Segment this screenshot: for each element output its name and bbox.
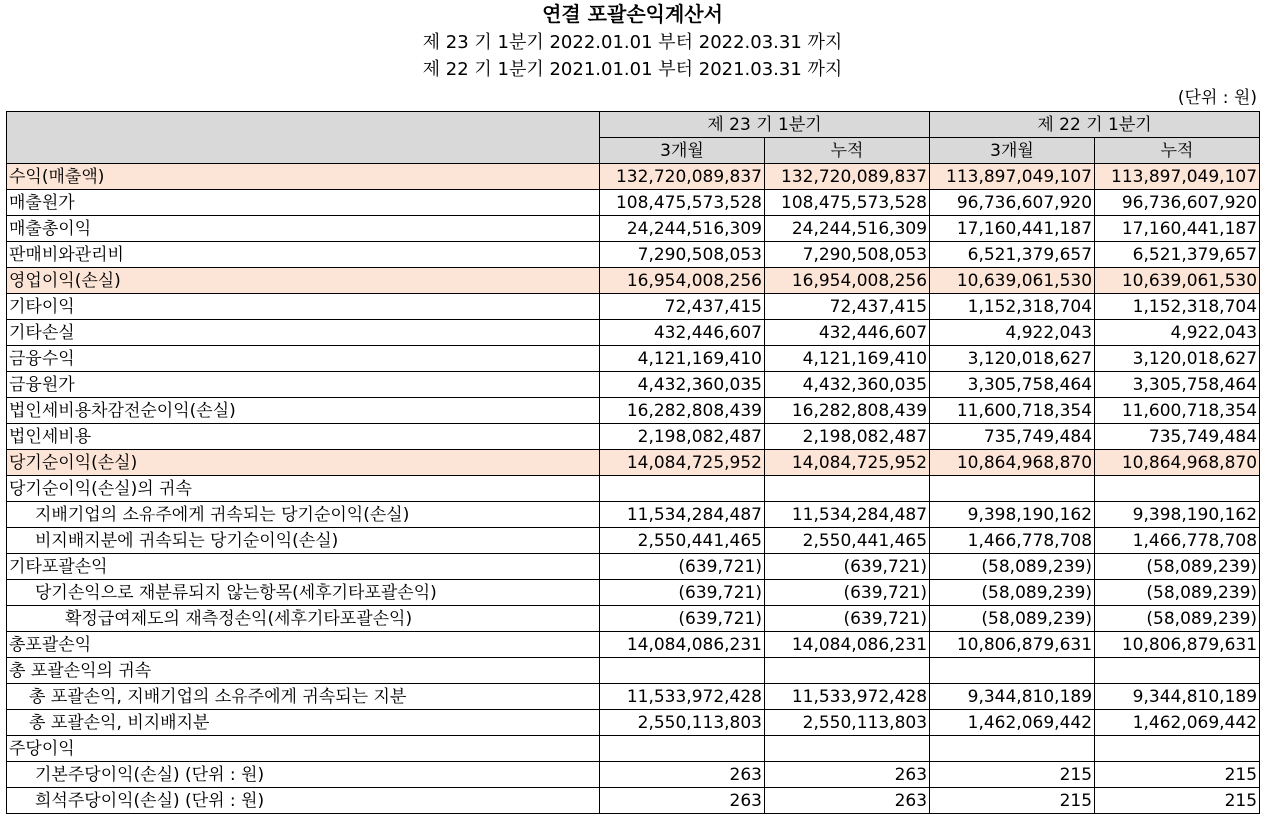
header-corner [7,112,600,164]
cell-value: (58,089,239) [1095,554,1260,580]
cell-value [600,476,765,502]
cell-value: 7,290,508,053 [765,242,930,268]
table-row [7,164,1260,190]
cell-value: 6,521,379,657 [930,242,1095,268]
cell-value: 9,344,810,189 [1095,684,1260,710]
cell-value: 113,897,049,107 [1095,164,1260,190]
cell-value: 132,720,089,837 [765,164,930,190]
cell-value: 263 [765,788,930,814]
cell-value: 4,121,169,410 [765,346,930,372]
period-prior: 제 22 기 1분기 2021.01.01 부터 2021.03.31 까지 [422,59,843,80]
table-row [7,216,1260,242]
table-row [7,398,1260,424]
cell-value: 432,446,607 [600,320,765,346]
cell-value: 14,084,725,952 [765,450,930,476]
cell-value [1095,658,1260,684]
cell-value: 11,600,718,354 [930,398,1095,424]
cell-value: 3,120,018,627 [1095,346,1260,372]
row-label: 금융수익 [7,346,600,372]
cell-value: (639,721) [600,580,765,606]
header-current-3m: 3개월 [600,138,765,164]
cell-value: 96,736,607,920 [930,190,1095,216]
row-label: 수익(매출액) [7,164,600,190]
table-row [7,554,1260,580]
table-row [7,684,1260,710]
cell-value: 9,398,190,162 [930,502,1095,528]
cell-value [1095,476,1260,502]
cell-value [600,736,765,762]
cell-value [1095,736,1260,762]
cell-value: 2,550,113,803 [765,710,930,736]
row-label: 확정급여제도의 재측정손익(세후기타포괄손익) [7,606,600,632]
cell-value: 17,160,441,187 [930,216,1095,242]
cell-value: 96,736,607,920 [1095,190,1260,216]
cell-value: 10,806,879,631 [1095,632,1260,658]
cell-value: 215 [1095,762,1260,788]
cell-value: 1,466,778,708 [1095,528,1260,554]
cell-value: 16,954,008,256 [765,268,930,294]
cell-value: (58,089,239) [930,606,1095,632]
cell-value: 14,084,086,231 [765,632,930,658]
cell-value: 10,864,968,870 [930,450,1095,476]
cell-value: (58,089,239) [1095,580,1260,606]
cell-value: (639,721) [765,580,930,606]
cell-value: 4,922,043 [930,320,1095,346]
row-label: 법인세비용 [7,424,600,450]
cell-value: 9,344,810,189 [930,684,1095,710]
cell-value: 4,922,043 [1095,320,1260,346]
cell-value: 16,954,008,256 [600,268,765,294]
cell-value: 11,534,284,487 [600,502,765,528]
cell-value [600,658,765,684]
header-group-current: 제 23 기 1분기 [600,112,930,138]
cell-value: 735,749,484 [930,424,1095,450]
cell-value: 6,521,379,657 [1095,242,1260,268]
table-row [7,242,1260,268]
row-label: 당기손익으로 재분류되지 않는항목(세후기타포괄손익) [7,580,600,606]
row-label: 총 포괄손익의 귀속 [7,658,600,684]
table-row [7,658,1260,684]
table-row [7,424,1260,450]
row-label: 기타이익 [7,294,600,320]
cell-value: 1,152,318,704 [930,294,1095,320]
cell-value: 3,305,758,464 [930,372,1095,398]
cell-value: (58,089,239) [1095,606,1260,632]
row-label: 매출원가 [7,190,600,216]
row-label: 주당이익 [7,736,600,762]
cell-value: 3,305,758,464 [1095,372,1260,398]
row-label: 기본주당이익(손실) (단위 : 원) [7,762,600,788]
header-current-cum: 누적 [765,138,930,164]
table-row [7,320,1260,346]
table-row [7,450,1260,476]
table-row [7,346,1260,372]
table-row [7,788,1260,814]
cell-value: 432,446,607 [765,320,930,346]
table-row [7,476,1260,502]
cell-value: 10,639,061,530 [1095,268,1260,294]
cell-value: 10,864,968,870 [1095,450,1260,476]
cell-value: 108,475,573,528 [600,190,765,216]
row-label: 매출총이익 [7,216,600,242]
row-label: 기타포괄손익 [7,554,600,580]
cell-value [765,658,930,684]
unit-label: (단위 : 원) [1177,88,1257,108]
cell-value: 14,084,725,952 [600,450,765,476]
cell-value: 9,398,190,162 [1095,502,1260,528]
cell-value [930,476,1095,502]
cell-value: 4,432,360,035 [765,372,930,398]
cell-value: 24,244,516,309 [600,216,765,242]
row-label: 당기순이익(손실) [7,450,600,476]
row-label: 희석주당이익(손실) (단위 : 원) [7,788,600,814]
table-row [7,736,1260,762]
cell-value: 132,720,089,837 [600,164,765,190]
table-row [7,268,1260,294]
cell-value: 2,198,082,487 [765,424,930,450]
cell-value: (58,089,239) [930,554,1095,580]
cell-value: 4,432,360,035 [600,372,765,398]
cell-value: 4,121,169,410 [600,346,765,372]
statement-title: 연결 포괄손익계산서 [542,2,723,26]
row-label: 기타손실 [7,320,600,346]
table-row [7,580,1260,606]
cell-value: 16,282,808,439 [765,398,930,424]
cell-value: 11,533,972,428 [765,684,930,710]
cell-value: 10,806,879,631 [930,632,1095,658]
table-row [7,632,1260,658]
cell-value: 215 [930,762,1095,788]
cell-value: 11,534,284,487 [765,502,930,528]
income-statement-table [6,111,1260,814]
table-row [7,606,1260,632]
row-label: 법인세비용차감전순이익(손실) [7,398,600,424]
cell-value [930,736,1095,762]
cell-value: (58,089,239) [930,580,1095,606]
row-label: 총 포괄손익, 지배기업의 소유주에게 귀속되는 지분 [7,684,600,710]
table-row [7,762,1260,788]
cell-value: 3,120,018,627 [930,346,1095,372]
cell-value [765,476,930,502]
table-row [7,294,1260,320]
header-prior-3m: 3개월 [930,138,1095,164]
header-row-groups [7,112,1260,138]
cell-value: 215 [930,788,1095,814]
header-group-prior: 제 22 기 1분기 [930,112,1260,138]
cell-value: 2,550,441,465 [765,528,930,554]
row-label: 총 포괄손익, 비지배지분 [7,710,600,736]
cell-value: 2,550,441,465 [600,528,765,554]
row-label: 지배기업의 소유주에게 귀속되는 당기순이익(손실) [7,502,600,528]
row-label: 판매비와관리비 [7,242,600,268]
cell-value: (639,721) [765,606,930,632]
table-row [7,190,1260,216]
table-row [7,502,1260,528]
cell-value: 1,462,069,442 [1095,710,1260,736]
cell-value: 14,084,086,231 [600,632,765,658]
cell-value: 1,152,318,704 [1095,294,1260,320]
cell-value: 263 [600,762,765,788]
cell-value: 113,897,049,107 [930,164,1095,190]
cell-value [765,736,930,762]
cell-value: 2,198,082,487 [600,424,765,450]
cell-value: 1,462,069,442 [930,710,1095,736]
cell-value: 10,639,061,530 [930,268,1095,294]
cell-value: 263 [600,788,765,814]
row-label: 비지배지분에 귀속되는 당기순이익(손실) [7,528,600,554]
row-label: 영업이익(손실) [7,268,600,294]
cell-value: (639,721) [765,554,930,580]
table-row [7,528,1260,554]
period-current: 제 23 기 1분기 2022.01.01 부터 2022.03.31 까지 [422,32,843,53]
header-prior-cum: 누적 [1095,138,1260,164]
cell-value: 108,475,573,528 [765,190,930,216]
row-label: 총포괄손익 [7,632,600,658]
cell-value: 24,244,516,309 [765,216,930,242]
cell-value: 11,600,718,354 [1095,398,1260,424]
cell-value: (639,721) [600,606,765,632]
row-label: 금융원가 [7,372,600,398]
row-label: 당기순이익(손실)의 귀속 [7,476,600,502]
table-row [7,710,1260,736]
table-row [7,372,1260,398]
cell-value: 72,437,415 [765,294,930,320]
cell-value: 215 [1095,788,1260,814]
cell-value: 263 [765,762,930,788]
cell-value: 72,437,415 [600,294,765,320]
cell-value: (639,721) [600,554,765,580]
cell-value [930,658,1095,684]
cell-value: 16,282,808,439 [600,398,765,424]
cell-value: 17,160,441,187 [1095,216,1260,242]
cell-value: 11,533,972,428 [600,684,765,710]
cell-value: 1,466,778,708 [930,528,1095,554]
cell-value: 735,749,484 [1095,424,1260,450]
cell-value: 2,550,113,803 [600,710,765,736]
cell-value: 7,290,508,053 [600,242,765,268]
